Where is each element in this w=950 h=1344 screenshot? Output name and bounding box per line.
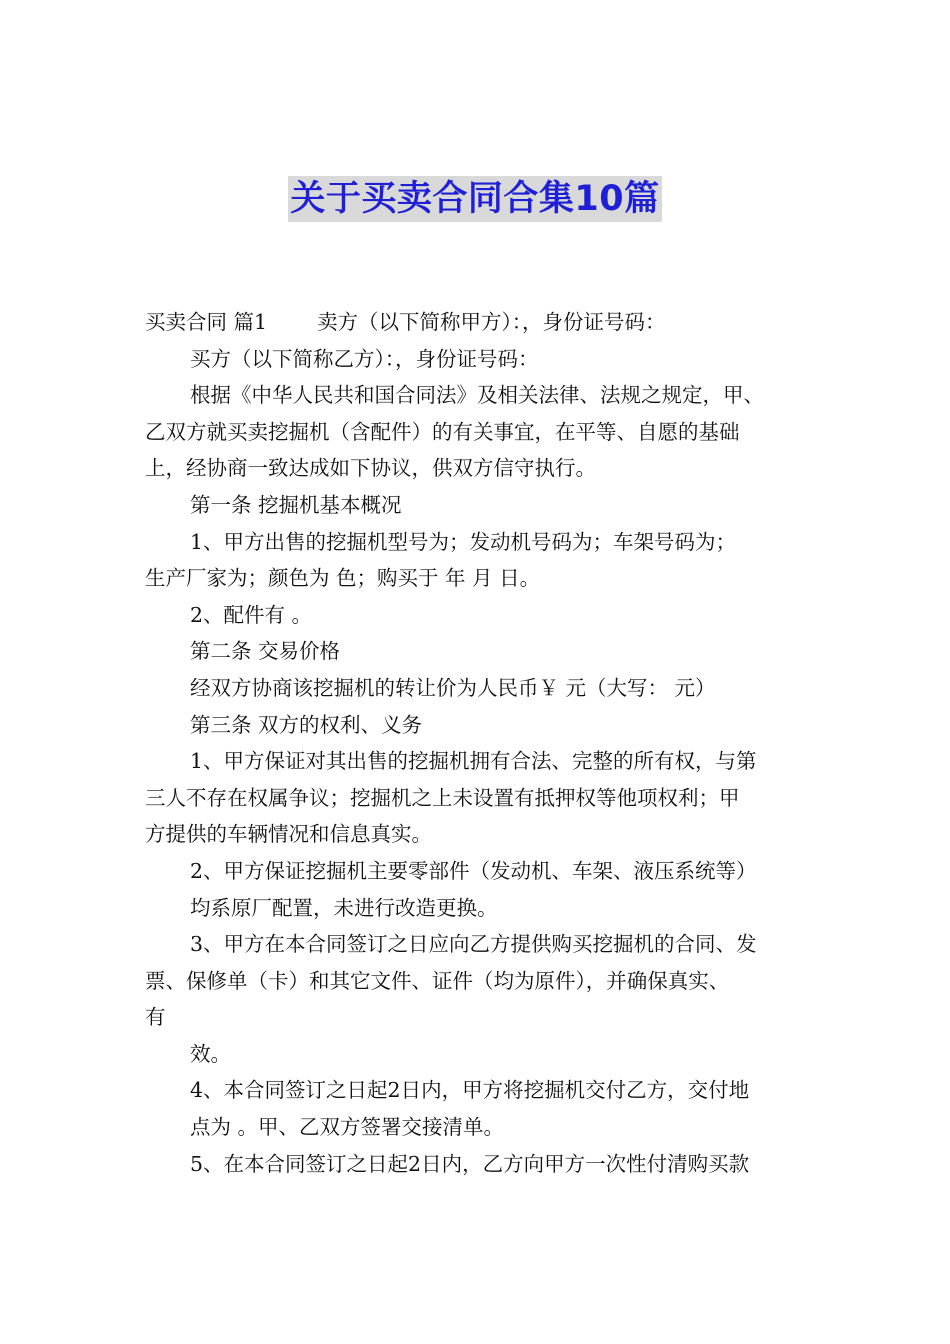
text-line: 效。 bbox=[190, 1041, 231, 1066]
title-container bbox=[0, 176, 950, 222]
text-line: 4、本合同签订之日起2日内，甲方将挖掘机交付乙方，交付地 bbox=[190, 1078, 750, 1103]
document-body bbox=[145, 304, 809, 1182]
text-line: 1、甲方出售的挖掘机型号为；发动机号码为；车架号码为； bbox=[190, 529, 737, 554]
text-line: 5、在本合同签订之日起2日内，乙方向甲方一次性付清购买款 bbox=[190, 1151, 750, 1176]
section-heading: 买卖合同 篇1 bbox=[145, 310, 268, 334]
text-line: 上，经协商一致达成如下协议，供双方信守执行。 bbox=[145, 456, 596, 481]
text-line: 方提供的车辆情况和信息真实。 bbox=[145, 822, 432, 847]
document-title: 关于买卖合同合集10篇 bbox=[288, 176, 661, 222]
text-line: 均系原厂配置，未进行改造更换。 bbox=[190, 895, 498, 920]
text-line: 1、甲方保证对其出售的挖掘机拥有合法、完整的所有权，与第 bbox=[190, 749, 757, 774]
text-line: 买方（以下简称乙方）：，身份证号码： bbox=[190, 346, 539, 371]
text-line: 生产厂家为；颜色为 色；购买于 年 月 日。 bbox=[145, 566, 541, 591]
text-line: 2、配件有 。 bbox=[190, 602, 313, 627]
text-line: 第二条 交易价格 bbox=[190, 639, 341, 664]
text-line: 第一条 挖掘机基本概况 bbox=[190, 492, 402, 517]
text-line: 2、甲方保证挖掘机主要零部件（发动机、车架、液压系统等） bbox=[190, 858, 757, 883]
text-line: 乙双方就买卖挖掘机（含配件）的有关事宜，在平等、自愿的基础 bbox=[145, 419, 740, 444]
seller-line: 卖方（以下简称甲方）：，身份证号码： bbox=[317, 310, 666, 334]
text-line: 经双方协商该挖掘机的转让价为人民币￥ 元（大写： 元） bbox=[190, 675, 716, 700]
text-line: 3、甲方在本合同签订之日应向乙方提供购买挖掘机的合同、发 bbox=[190, 932, 757, 957]
text-line: 点为 。甲、乙双方签署交接清单。 bbox=[190, 1115, 505, 1140]
text-line: 第三条 双方的权利、义务 bbox=[190, 712, 423, 737]
text-line: 三人不存在权属争议；挖掘机之上未设置有抵押权等他项权利；甲 bbox=[145, 785, 740, 810]
text-line: 有 bbox=[145, 1005, 166, 1030]
text-line: 票、保修单（卡）和其它文件、证件（均为原件），并确保真实、 bbox=[145, 968, 730, 993]
first-line bbox=[145, 304, 809, 341]
text-line: 根据《中华人民共和国合同法》及相关法律、法规之规定，甲、 bbox=[190, 383, 764, 408]
